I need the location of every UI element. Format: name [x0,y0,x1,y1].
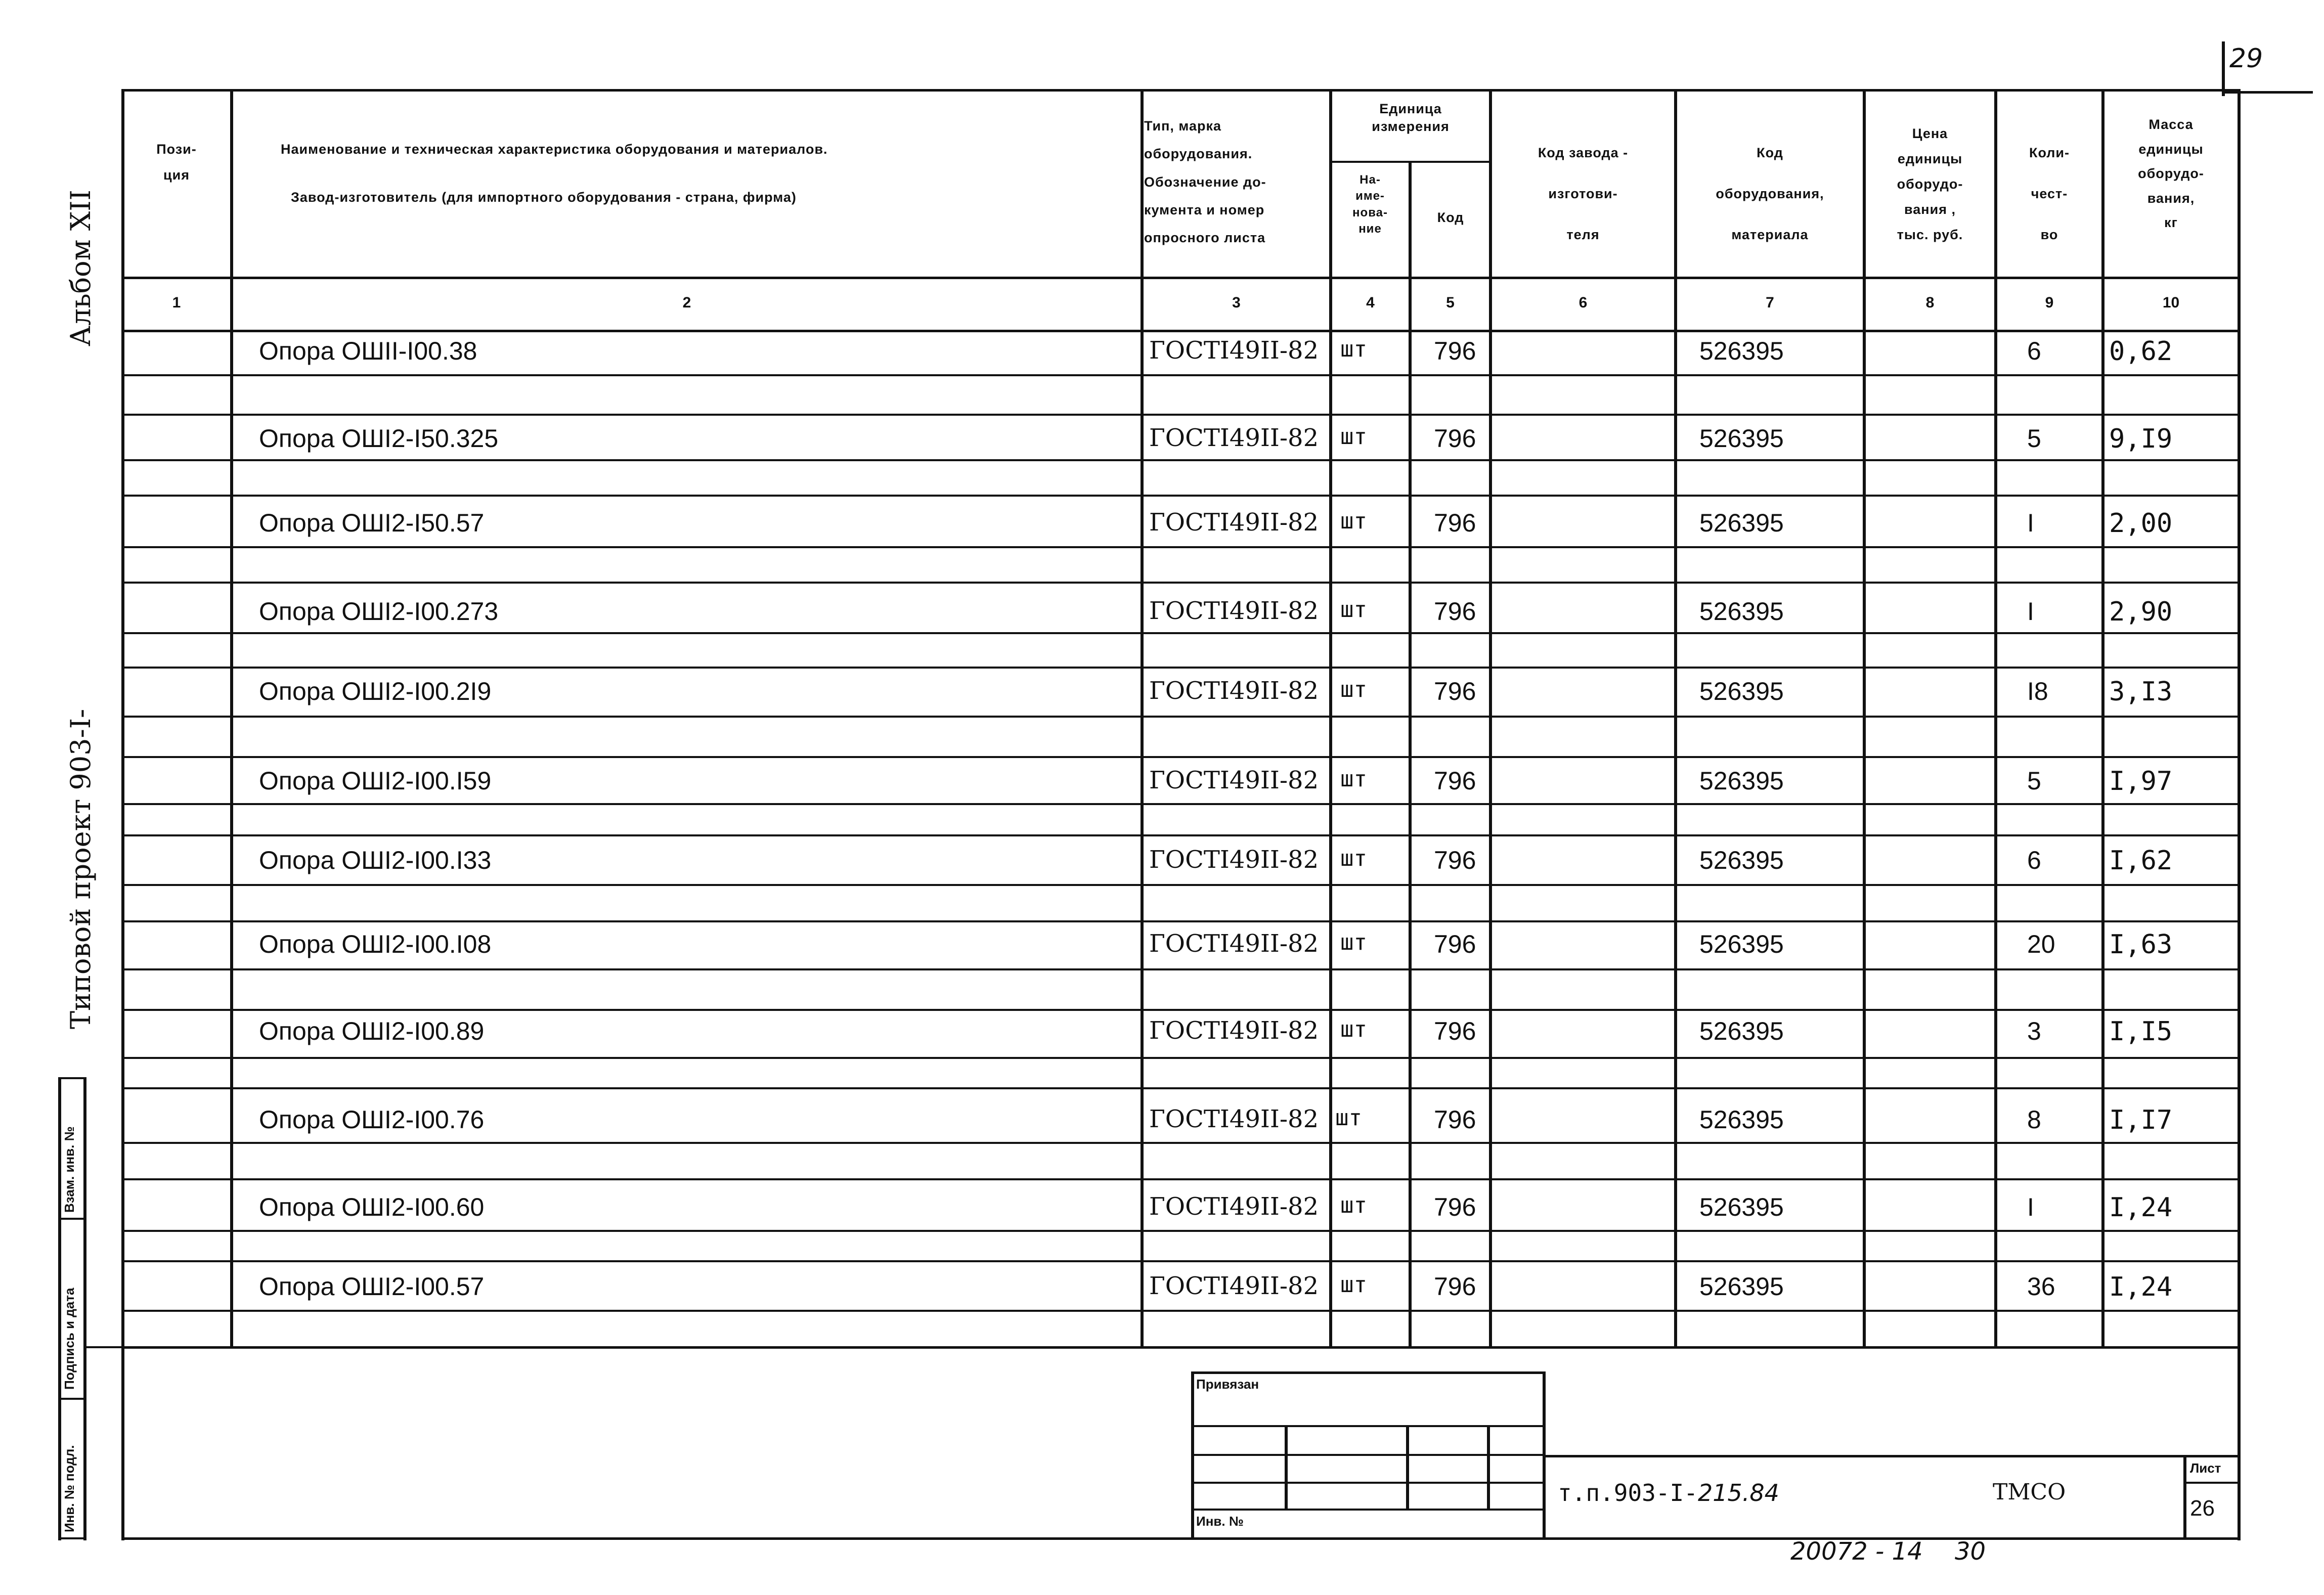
header-unit-price: Цена единицы оборудо- вания , тыс. руб. [1897,126,1963,242]
row-doc: ГОСТI49II-82 [1149,336,1319,365]
row-mass: I,24 [2109,1192,2173,1223]
row-code: 526395 [1699,767,1784,795]
row-name: Опора ОШI2-I00.2I9 [259,677,492,705]
col-number-9: 9 [2045,294,2054,311]
col-number-3: 3 [1232,294,1241,311]
col-number-5: 5 [1446,294,1455,311]
row-code: 526395 [1699,597,1784,626]
row-unit: шт [1340,929,1367,955]
page-number: 29 [2229,43,2263,74]
row-quantity: I8 [2027,677,2048,705]
row-name: Опора ОШI2-I50.325 [259,424,499,453]
row-name: Опора ОШI2-I00.76 [259,1105,485,1134]
row-separator [121,1057,2241,1059]
col-number-4: 4 [1366,294,1375,311]
row-code: 526395 [1699,677,1784,705]
bottom-code: 20072 - 14 [1790,1537,1923,1566]
row-code: 526395 [1699,1272,1784,1301]
binding-title: Привязан [1196,1377,1259,1392]
row-separator [121,459,2241,461]
col-number-8: 8 [1925,294,1935,311]
row-mass: 0,62 [2109,336,2173,367]
row-separator [121,1009,2241,1011]
row-unit-code: 796 [1434,767,1476,795]
row-doc: ГОСТI49II-82 [1149,766,1319,794]
sheet-label: Лист [2190,1460,2221,1476]
row-name: Опора ОШI2-I00.I59 [259,767,492,795]
row-separator [121,968,2241,970]
header-plant-code: Код завода - изготови- теля [1538,145,1629,242]
row-unit-code: 796 [1434,930,1476,958]
row-quantity: I [2027,509,2034,537]
row-unit: шт [1340,677,1367,702]
row-name: Опора ОШI2-I00.60 [259,1193,485,1221]
row-quantity: 3 [2027,1017,2041,1045]
row-code: 526395 [1699,1193,1784,1221]
row-doc: ГОСТI49II-82 [1149,597,1319,625]
col-number-2: 2 [682,294,691,311]
row-mass: I,I7 [2109,1105,2173,1135]
tmco-label: ТМСО [1993,1479,2066,1505]
row-quantity: 5 [2027,767,2041,795]
row-unit-code: 796 [1434,1017,1476,1045]
stamp-label-signature-date: Подпись и дата [62,1288,77,1390]
row-unit-code: 796 [1434,677,1476,705]
row-doc: ГОСТI49II-82 [1149,424,1319,452]
row-quantity: 6 [2027,337,2041,365]
side-album-title: Альбом XII [65,190,97,346]
row-separator [121,374,2241,376]
row-name: Опора ОШI2-I00.273 [259,597,499,626]
row-name: Опора ОШI2-I00.I08 [259,930,492,958]
row-unit: шт [1340,1272,1367,1298]
row-doc: ГОСТI49II-82 [1149,1016,1319,1045]
row-name: Опора ОШI2-I00.89 [259,1017,485,1045]
sheet-number: 26 [2190,1496,2215,1521]
row-separator [121,667,2241,669]
row-unit-code: 796 [1434,424,1476,453]
header-unit-name: На- име- нова- ние [1352,173,1388,236]
row-quantity: 36 [2027,1272,2055,1301]
stamp-label-original-inv: Инв. № подл. [62,1445,77,1532]
row-quantity: 20 [2027,930,2055,958]
row-quantity: I [2027,1193,2034,1221]
row-quantity: 6 [2027,846,2041,874]
row-code: 526395 [1699,930,1784,958]
binding-inv-label: Инв. № [1196,1514,1244,1529]
header-name-line2: Завод-изготовитель (для импортного оборудования - страна, фирма) [291,190,797,205]
row-code: 526395 [1699,1017,1784,1045]
row-unit: шт [1340,766,1367,792]
row-separator [121,884,2241,886]
row-unit: шт [1340,846,1367,871]
row-unit-code: 796 [1434,509,1476,537]
row-doc: ГОСТI49II-82 [1149,508,1319,537]
row-name: Опора ОШI2-I00.I33 [259,846,492,874]
header-position: Пози- ция [156,142,197,183]
header-unit-code: Код [1437,210,1464,225]
row-separator [121,1178,2241,1180]
row-unit-code: 796 [1434,846,1476,874]
row-quantity: 8 [2027,1105,2041,1134]
document-code [1558,1479,1779,1507]
row-doc: ГОСТI49II-82 [1149,677,1319,705]
row-unit: шт [1335,1105,1362,1131]
row-separator [121,756,2241,758]
row-separator [121,1142,2241,1144]
row-unit: шт [1340,424,1367,450]
row-name: Опора ОШI2-I50.57 [259,509,485,537]
document-code-printed: т.п.903-I- [1558,1479,1698,1507]
row-mass: I,62 [2109,846,2173,876]
row-code: 526395 [1699,846,1784,874]
col-number-6: 6 [1578,294,1588,311]
row-separator [121,546,2241,548]
header-equipment-code: Код оборудования, материала [1716,145,1824,242]
row-quantity: 5 [2027,424,2041,453]
row-separator [121,1230,2241,1232]
row-mass: I,I5 [2109,1016,2173,1047]
row-separator [121,632,2241,634]
row-quantity: I [2027,597,2034,626]
row-mass: 9,I9 [2109,424,2173,454]
col-number-7: 7 [1766,294,1774,311]
row-mass: 3,I3 [2109,677,2173,707]
row-doc: ГОСТI49II-82 [1149,1105,1319,1133]
header-unit: Единица измерения [1372,101,1450,135]
row-unit-code: 796 [1434,1105,1476,1134]
row-doc: ГОСТI49II-82 [1149,846,1319,874]
row-name: Опора ОШII-I00.38 [259,337,477,365]
row-code: 526395 [1699,509,1784,537]
header-unit-mass: Масса единицы оборудо- вания, кг [2138,117,2204,231]
stamp-label-replace-inv: Взам. инв. № [62,1126,77,1213]
row-separator [121,1260,2241,1262]
row-separator [121,414,2241,416]
row-doc: ГОСТI49II-82 [1149,1192,1319,1221]
row-name: Опора ОШI2-I00.57 [259,1272,485,1301]
row-mass: I,97 [2109,766,2173,796]
row-unit: шт [1340,508,1367,534]
side-project-title: Типовой проект 903-I- [65,708,97,1029]
row-mass: 2,90 [2109,597,2173,627]
row-doc: ГОСТI49II-82 [1149,1272,1319,1300]
row-doc: ГОСТI49II-82 [1149,929,1319,958]
row-separator [121,582,2241,584]
row-code: 526395 [1699,1105,1784,1134]
row-unit-code: 796 [1434,1193,1476,1221]
row-unit-code: 796 [1434,597,1476,626]
row-separator [121,1087,2241,1089]
row-unit: шт [1340,597,1367,623]
col-number-10: 10 [2162,294,2180,311]
col-number-1: 1 [172,294,181,311]
row-unit: шт [1340,1192,1367,1218]
row-mass: I,63 [2109,929,2173,960]
header-name-line1: Наименование и техническая характеристика оборудования и материалов. [281,142,828,157]
row-unit: шт [1340,336,1367,362]
row-separator [121,495,2241,497]
row-separator [121,803,2241,805]
row-separator [121,716,2241,718]
row-separator [121,1310,2241,1312]
row-mass: I,24 [2109,1272,2173,1302]
row-unit-code: 796 [1434,337,1476,365]
row-separator [121,920,2241,922]
row-separator [121,1346,2241,1348]
header-quantity: Коли- чест- во [2029,145,2070,242]
header-type: Тип, марка оборудования. Обозначение до- кумента и номер опросного листа [1144,118,1266,246]
document-code-handwritten: 215.84 [1697,1479,1779,1507]
row-separator [121,834,2241,836]
row-code: 526395 [1699,424,1784,453]
row-code: 526395 [1699,337,1784,365]
row-unit-code: 796 [1434,1272,1476,1301]
row-mass: 2,00 [2109,508,2173,539]
bottom-number: 30 [1955,1537,1986,1566]
row-unit: шт [1340,1016,1367,1042]
